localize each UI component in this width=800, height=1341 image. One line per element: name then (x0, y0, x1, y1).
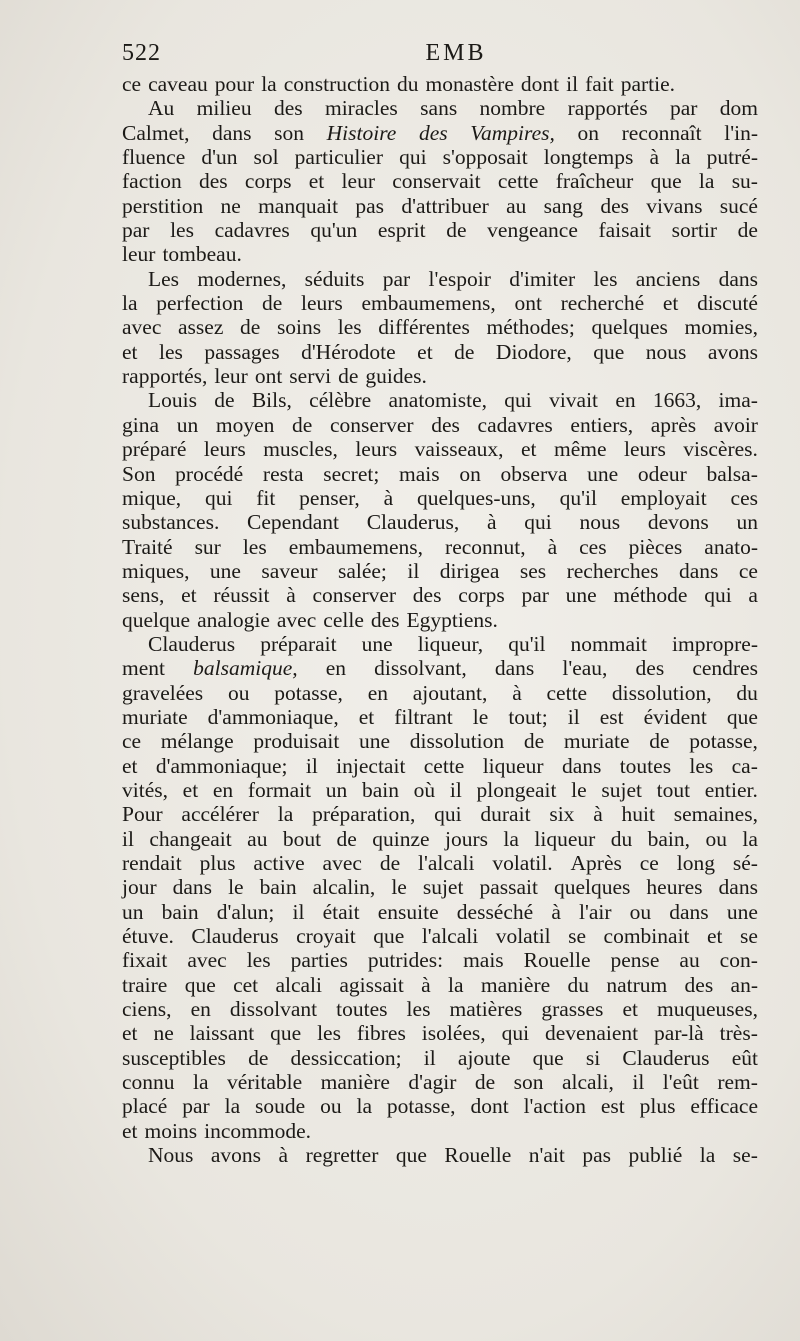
text-line: leur tombeau. (122, 242, 242, 267)
text-line: vités, et en formait un bain où il plongeait le sujet tout entier. (122, 777, 758, 802)
text-line: ce caveau pour la construction du monastère dont il fait partie. (122, 72, 676, 96)
text-line: miques, une saveur salée; il dirigea ses recherches dans ce (122, 558, 758, 583)
page-header (122, 40, 762, 74)
text-line: faction des corps et leur conservait cette fraîcheur que la su- (122, 169, 758, 194)
text-line: un bain d'alun; il était ensuite desséché à l'air ou dans une (122, 899, 758, 924)
text-line: substances. Cependant Clauderus, à qui nous devons un (122, 510, 758, 535)
text-line: Traité sur les embaumemens, reconnut, à ces pièces anato- (122, 534, 758, 559)
text-line: jour dans le bain alcalin, le sujet passait quelques heures dans (122, 875, 758, 900)
text-line: étuve. Clauderus croyait que l'alcali volatil se combinait et se (122, 924, 758, 949)
text-line: Au milieu des miracles sans nombre rapportés par dom (148, 96, 758, 121)
text-line: mique, qui fit penser, à quelques-uns, qu'il employait ces (122, 485, 758, 510)
page-number: 522 (122, 40, 161, 66)
text-line: muriate d'ammoniaque, et filtrant le tout; il est évident que (122, 704, 758, 729)
text-line: Louis de Bils, célèbre anatomiste, qui vivait en 1663, ima- (148, 388, 758, 413)
running-head: EMB (425, 40, 487, 66)
text-line: et les passages d'Hérodote et de Diodore, que nous avons (122, 339, 758, 364)
text-line: perstition ne manquait pas d'attribuer au sang des vivans sucé (122, 193, 758, 218)
text-line: avec assez de soins les différentes méthodes; quelques momies, (122, 315, 758, 340)
text-line: ment balsamique, en dissolvant, dans l'eau, des cendres (122, 656, 758, 681)
text-line: Clauderus préparait une liqueur, qu'il nommait impropre- (148, 631, 758, 656)
text-line: et moins incommode. (122, 1118, 311, 1143)
body-text (122, 72, 758, 1167)
text-line: Nous avons à regretter que Rouelle n'ait pas publié la se- (148, 1143, 758, 1168)
text-line: préparé leurs muscles, leurs vaisseaux, et même leurs viscères. (122, 437, 758, 462)
text-line: ce mélange produisait une dissolution de muriate de potasse, (122, 729, 758, 754)
text-line: par les cadavres qu'un esprit de vengeance faisait sortir de (122, 218, 758, 243)
text-line: Calmet, dans son Histoire des Vampires, on reconnaît l'in- (122, 120, 758, 145)
text-line: fluence d'un sol particulier qui s'opposait longtemps à la putré- (122, 145, 758, 170)
text-line: quelque analogie avec celle des Egyptiens. (122, 607, 498, 632)
text-line: connu la véritable manière d'agir de son alcali, il l'eût rem- (122, 1070, 758, 1095)
text-line: sens, et réussit à conserver des corps par une méthode qui a (122, 583, 758, 608)
text-line: rapportés, leur ont servi de guides. (122, 364, 427, 389)
text-line: placé par la soude ou la potasse, dont l'action est plus efficace (122, 1094, 758, 1119)
text-line: Pour accélérer la préparation, qui durait six à huit semaines, (122, 802, 758, 827)
text-line: rendait plus active avec de l'alcali volatil. Après ce long sé- (122, 851, 758, 875)
text-line: traire que cet alcali agissait à la manière du natrum des an- (122, 972, 758, 997)
text-line: et ne laissant que les fibres isolées, qui devenaient par-là très- (122, 1021, 758, 1046)
text-line: et d'ammoniaque; il injectait cette liqueur dans toutes les ca- (122, 753, 758, 778)
text-line: susceptibles de dessiccation; il ajoute que si Clauderus eût (122, 1045, 758, 1070)
text-line: Son procédé resta secret; mais on observa une odeur balsa- (122, 461, 758, 486)
text-line: il changeait au bout de quinze jours la liqueur du bain, ou la (122, 826, 758, 851)
text-line: gina un moyen de conserver des cadavres entiers, après avoir (122, 412, 758, 437)
text-line: fixait avec les parties putrides: mais Rouelle pense au con- (122, 948, 758, 973)
text-line: ciens, en dissolvant toutes les matières grasses et muqueuses, (122, 997, 758, 1022)
text-line: gravelées ou potasse, en ajoutant, à cette dissolution, du (122, 680, 758, 705)
text-line: la perfection de leurs embaumemens, ont recherché et discuté (122, 291, 758, 316)
text-line: Les modernes, séduits par l'espoir d'imiter les anciens dans (148, 266, 758, 291)
